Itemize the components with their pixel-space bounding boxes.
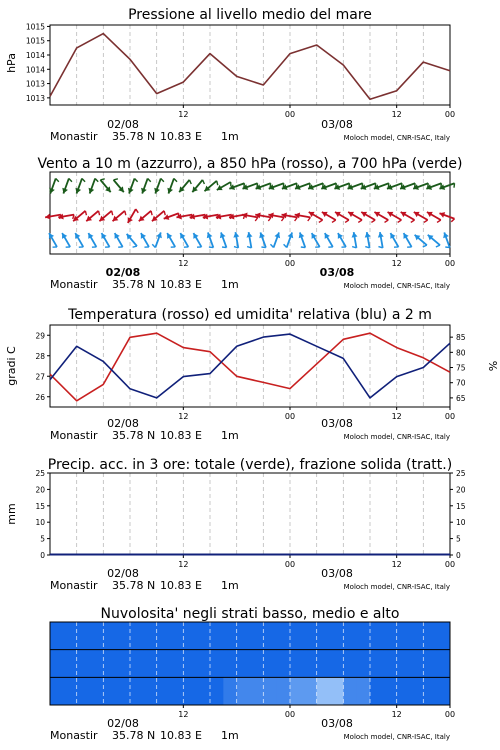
pressure-panel [5, 7, 455, 143]
wind-850hpa-barb [401, 212, 415, 223]
temperature-panel [5, 307, 499, 442]
temperature-site-lat: 35.78 N [112, 429, 156, 442]
pressure-y-tick-label: 1015 [25, 36, 45, 46]
pressure-x-tick-label: 00 [444, 110, 456, 119]
wind-10m-barb-feather [222, 247, 226, 248]
cloud-x-tick-label: 00 [444, 710, 456, 719]
wind-10m-barb [193, 233, 201, 247]
cloud-cell-mid [383, 650, 397, 678]
wind-850hpa-barb-feather [332, 220, 336, 222]
cloud-cell-low [63, 677, 77, 705]
cloud-cell-low [130, 677, 144, 705]
wind-700hpa-barb-feather [100, 179, 104, 180]
cloud-cell-mid [343, 650, 357, 678]
cloud-cell-low [263, 677, 277, 705]
temperature-site-elev: 1m [221, 429, 239, 442]
wind-700hpa-barb [49, 178, 59, 193]
cloud-cell-low [370, 677, 384, 705]
cloud-cell-high [143, 622, 157, 650]
wind-850hpa-barb-feather [437, 220, 441, 222]
wind-850hpa-barb-feather [151, 211, 152, 215]
precip-site-name: Monastir [50, 579, 98, 592]
cloud-cell-low [117, 677, 131, 705]
wind-10m-barb-feather [445, 247, 449, 248]
wind-850hpa-barb [374, 212, 388, 223]
cloud-cell-low [397, 677, 411, 705]
wind-850hpa-barb-feather [451, 219, 454, 222]
wind-10m-barb [62, 233, 70, 247]
humidity-y-tick-label: 65 [456, 393, 466, 403]
wind-850hpa-barb [439, 212, 454, 222]
precip-model-credit: Moloch model, CNR-ISAC, Italy [343, 583, 450, 591]
cloud-cell-mid [117, 650, 131, 678]
wind-10m-barb [299, 232, 306, 247]
cloud-cell-low [410, 677, 424, 705]
cloud-cell-high [223, 622, 237, 650]
wind-700hpa-barb-feather [454, 183, 455, 187]
cloud-cell-low [343, 677, 357, 705]
temperature-date-label-1: 02/08 [107, 417, 139, 430]
wind-700hpa-barb [141, 178, 151, 193]
wind-x-tick-label: 00 [284, 259, 296, 268]
wind-10m-barb [325, 233, 333, 247]
cloud-site-elev: 1m [221, 729, 239, 742]
cloud-cell-mid [197, 650, 211, 678]
wind-850hpa-barb [73, 211, 86, 221]
wind-10m-barb [127, 234, 137, 247]
cloud-x-tick-label: 00 [284, 710, 296, 719]
cloud-cell-low [90, 677, 104, 705]
cloud-site-lat: 35.78 N [112, 729, 156, 742]
wind-700hpa-barb-feather [56, 178, 59, 181]
cloud-cell-low [210, 677, 224, 705]
humidity-y-tick-label: 75 [456, 363, 466, 373]
wind-date-label-1: 02/08 [105, 266, 141, 279]
wind-site-lon: 10.83 E [160, 278, 202, 291]
cloud-cell-low [357, 677, 371, 705]
wind-10m-barb [312, 233, 320, 247]
wind-10m-barb [88, 233, 96, 247]
cloud-cell-mid [223, 650, 237, 678]
temperature-plot-frame [50, 325, 450, 407]
wind-700hpa-barb-feather [114, 179, 118, 180]
cloud-cell-mid [63, 650, 77, 678]
wind-10m-barb-feather [270, 244, 273, 247]
wind-850hpa-barb-feather [424, 220, 428, 222]
wind-850hpa-barb-feather [411, 220, 415, 222]
wind-850hpa-barb [86, 211, 99, 221]
precip-x-tick-label: 00 [284, 560, 296, 569]
wind-10m-barb [259, 232, 266, 247]
wind-850hpa-barb [414, 212, 428, 223]
wind-700hpa-barb-feather [217, 181, 218, 185]
cloud-cell-low [103, 677, 117, 705]
wind-10m-barb [415, 235, 427, 247]
wind-10m-barb [404, 233, 412, 247]
cloud-model-credit: Moloch model, CNR-ISAC, Italy [343, 733, 450, 741]
temperature-title: Temperatura (rosso) ed umidita' relativa (blu) a 2 m [68, 307, 432, 323]
precip-y-tick-label: 15 [35, 501, 45, 511]
wind-850hpa-barb [388, 212, 402, 223]
cloud-cell-mid [290, 650, 304, 678]
wind-850hpa-barb-feather [345, 220, 349, 222]
precip-ylabel: mm [5, 503, 18, 525]
cloud-cell-high [50, 622, 64, 650]
cloud-cell-mid [277, 650, 291, 678]
pressure-y-tick-label: 1014 [25, 65, 45, 75]
precip-site-elev: 1m [221, 579, 239, 592]
temperature-site-name: Monastir [50, 429, 98, 442]
wind-700hpa-barb [128, 178, 138, 193]
cloud-cell-mid [170, 650, 184, 678]
precip-right-y-tick-label: 25 [456, 469, 466, 478]
cloud-cell-high [317, 622, 331, 650]
cloud-cell-low [250, 677, 264, 705]
wind-x-tick-label: 12 [391, 259, 402, 268]
cloud-cell-mid [103, 650, 117, 678]
humidity-y-tick-label: 85 [456, 333, 466, 343]
cloud-cell-high [210, 622, 224, 650]
temperature-y-tick-label: 26 [35, 392, 45, 402]
wind-700hpa-barb-feather [189, 180, 191, 184]
wind-850hpa-barb [348, 212, 362, 223]
wind-10m-barb [101, 233, 109, 247]
wind-10m-barb [152, 232, 162, 247]
wind-10m-barb-feather [209, 247, 213, 248]
wind-site-lat: 35.78 N [112, 278, 156, 291]
cloud-cell-low [290, 677, 304, 705]
wind-700hpa-barb-feather [82, 178, 85, 181]
cloud-cell-mid [370, 650, 384, 678]
precip-right-y-tick-label: 5 [456, 534, 461, 544]
wind-10m-barb [141, 233, 149, 247]
pressure-title: Pressione al livello medio del mare [128, 7, 372, 23]
precip-y-tick-label: 10 [35, 518, 45, 528]
temperature-x-tick-label: 12 [178, 412, 189, 421]
temperature-ylabel: gradi C [5, 346, 18, 386]
cloud-cell-high [130, 622, 144, 650]
wind-10m-barb [247, 232, 253, 248]
cloud-cell-high [237, 622, 251, 650]
wind-850hpa-barb [322, 212, 336, 223]
precip-right-y-tick-label: 15 [456, 501, 466, 511]
precip-right-y-tick-label: 10 [456, 518, 466, 528]
cloud-cell-high [397, 622, 411, 650]
pressure-x-tick-label: 12 [391, 110, 402, 119]
wind-700hpa-barb-feather [174, 178, 177, 181]
temperature-series-line [50, 333, 450, 401]
cloud-cell-high [90, 622, 104, 650]
cloud-cell-mid [90, 650, 104, 678]
cloud-cell-mid [237, 650, 251, 678]
pressure-series-line [50, 34, 450, 100]
cloud-cell-high [410, 622, 424, 650]
humidity-y-tick-label: 70 [456, 378, 466, 388]
precip-site-lon: 10.83 E [160, 579, 202, 592]
cloud-cell-low [317, 677, 331, 705]
cloud-panel [50, 606, 455, 742]
cloud-cell-low [197, 677, 211, 705]
wind-model-credit: Moloch model, CNR-ISAC, Italy [343, 282, 450, 290]
precip-date-label-1: 02/08 [107, 567, 139, 580]
precip-y-tick-label: 25 [35, 469, 45, 478]
wind-10m-barb [443, 232, 450, 247]
cloud-cell-high [370, 622, 384, 650]
cloud-cell-mid [263, 650, 277, 678]
humidity-ylabel: % [486, 360, 499, 372]
cloud-cell-mid [50, 650, 64, 678]
cloud-cell-high [250, 622, 264, 650]
wind-700hpa-barb-feather [203, 180, 205, 184]
wind-x-tick-label: 12 [178, 259, 189, 268]
wind-700hpa-barb [89, 178, 99, 193]
wind-700hpa-barb-feather [69, 178, 72, 181]
wind-700hpa-barb [192, 180, 204, 192]
wind-700hpa-barb [154, 178, 164, 193]
wind-10m-barb [167, 233, 175, 247]
wind-10m-barb [428, 235, 440, 247]
pressure-y-tick-label: 1015 [25, 22, 45, 32]
wind-x-tick-label: 00 [444, 259, 456, 268]
cloud-cell-low [143, 677, 157, 705]
humidity-y-tick-label: 80 [456, 348, 466, 358]
cloud-cell-mid [77, 650, 91, 678]
wind-700hpa-barb [204, 181, 217, 191]
wind-850hpa-barb [128, 209, 139, 223]
cloud-cell-low [383, 677, 397, 705]
cloud-cell-high [357, 622, 371, 650]
pressure-ylabel: hPa [5, 53, 18, 73]
wind-title: Vento a 10 m (azzurro), a 850 hPa (rosso), a 700 hPa (verde) [37, 156, 463, 172]
precip-right-y-tick-label: 20 [456, 485, 466, 495]
pressure-date-label-2: 03/08 [321, 118, 353, 131]
precip-right-y-tick-label: 0 [456, 551, 461, 560]
cloud-cell-low [157, 677, 171, 705]
precip-y-tick-label: 0 [40, 551, 45, 560]
cloud-cell-low [50, 677, 64, 705]
wind-850hpa-barb-feather [371, 220, 375, 222]
wind-site-name: Monastir [50, 278, 98, 291]
wind-700hpa-barb [100, 179, 110, 192]
pressure-y-tick-label: 1013 [25, 79, 45, 89]
cloud-cell-mid [437, 650, 451, 678]
wind-10m-barb-feather [261, 247, 265, 248]
wind-850hpa-barb-feather [112, 211, 113, 215]
wind-850hpa-barb [427, 212, 441, 223]
cloud-cell-mid [397, 650, 411, 678]
wind-850hpa-barb [361, 212, 375, 223]
wind-10m-barb [378, 232, 384, 248]
wind-700hpa-barb [217, 182, 231, 190]
cloud-cell-high [263, 622, 277, 650]
wind-10m-barb-feather [301, 247, 305, 248]
precip-panel [5, 457, 466, 592]
cloud-cell-mid [317, 650, 331, 678]
pressure-site-lat: 35.78 N [112, 130, 156, 143]
wind-10m-barb-feather [284, 244, 287, 247]
precip-x-tick-label: 12 [178, 560, 189, 569]
cloud-site-name: Monastir [50, 729, 98, 742]
precip-x-tick-label: 12 [391, 560, 402, 569]
wind-850hpa-barb-feather [319, 220, 323, 222]
wind-10m-barb [180, 233, 188, 247]
wind-850hpa-barb [113, 211, 126, 221]
cloud-cell-high [63, 622, 77, 650]
wind-700hpa-barb-feather [161, 178, 164, 181]
cloud-cell-mid [303, 650, 317, 678]
wind-10m-barb [338, 233, 346, 247]
pressure-model-credit: Moloch model, CNR-ISAC, Italy [343, 134, 450, 142]
precip-plot-frame [50, 473, 450, 555]
pressure-date-label-1: 02/08 [107, 118, 139, 131]
cloud-cell-high [290, 622, 304, 650]
precip-site-lat: 35.78 N [112, 579, 156, 592]
cloud-date-label-2: 03/08 [321, 717, 353, 730]
cloud-cell-high [197, 622, 211, 650]
wind-10m-barb [352, 232, 358, 248]
wind-10m-barb [365, 232, 371, 248]
wind-700hpa-barb [62, 178, 72, 193]
wind-700hpa-barb [179, 180, 191, 192]
cloud-cell-mid [357, 650, 371, 678]
wind-10m-barb [220, 232, 227, 247]
cloud-cell-low [277, 677, 291, 705]
pressure-y-tick-label: 1013 [25, 93, 45, 103]
cloud-cell-mid [130, 650, 144, 678]
cloud-x-tick-label: 12 [391, 710, 402, 719]
pressure-site-elev: 1m [221, 130, 239, 143]
pressure-site-lon: 10.83 E [160, 130, 202, 143]
temperature-site-lon: 10.83 E [160, 429, 202, 442]
wind-10m-barb-feather [436, 245, 440, 247]
cloud-cell-high [423, 622, 437, 650]
cloud-cell-high [343, 622, 357, 650]
cloud-cell-low [170, 677, 184, 705]
precip-y-tick-label: 5 [40, 534, 45, 544]
cloud-cell-mid [183, 650, 197, 678]
wind-10m-barb [390, 233, 398, 247]
cloud-cell-low [303, 677, 317, 705]
precip-title: Precip. acc. in 3 ore: totale (verde), frazione solida (tratt.) [47, 457, 453, 473]
cloud-cell-mid [157, 650, 171, 678]
cloud-cell-high [330, 622, 344, 650]
cloud-cell-high [437, 622, 451, 650]
wind-panel [37, 156, 462, 291]
cloud-cell-high [383, 622, 397, 650]
cloud-cell-mid [143, 650, 157, 678]
cloud-cell-high [277, 622, 291, 650]
wind-700hpa-barb-feather [95, 178, 98, 181]
precip-y-tick-label: 20 [35, 485, 45, 495]
cloud-cell-mid [410, 650, 424, 678]
temperature-x-tick-label: 00 [284, 412, 296, 421]
wind-850hpa-barb-feather [398, 220, 402, 222]
pressure-y-tick-label: 1014 [25, 51, 45, 60]
wind-850hpa-barb-feather [85, 211, 86, 215]
temperature-model-credit: Moloch model, CNR-ISAC, Italy [343, 433, 450, 441]
wind-10m-barb-feather [133, 246, 137, 247]
cloud-date-label-1: 02/08 [107, 717, 139, 730]
wind-850hpa-barb [335, 212, 349, 223]
wind-700hpa-barb [114, 179, 124, 192]
cloud-x-tick-label: 12 [178, 710, 189, 719]
cloud-cell-low [223, 677, 237, 705]
temperature-y-tick-label: 27 [35, 372, 45, 382]
cloud-cell-high [117, 622, 131, 650]
cloud-cell-high [157, 622, 171, 650]
wind-850hpa-barb-feather [125, 211, 126, 215]
wind-site-elev: 1m [221, 278, 239, 291]
cloud-cell-low [437, 677, 451, 705]
wind-850hpa-barb-feather [136, 209, 138, 213]
wind-850hpa-barb [99, 211, 112, 221]
temperature-x-tick-label: 00 [444, 412, 456, 421]
precip-date-label-2: 03/08 [321, 567, 353, 580]
cloud-cell-mid [423, 650, 437, 678]
pressure-x-tick-label: 12 [178, 110, 189, 119]
wind-700hpa-barb [167, 178, 177, 193]
wind-10m-barb [115, 233, 123, 247]
pressure-x-tick-label: 00 [284, 110, 296, 119]
cloud-cell-low [183, 677, 197, 705]
temperature-y-tick-label: 29 [35, 331, 45, 341]
cloud-cell-low [77, 677, 91, 705]
cloud-cell-low [237, 677, 251, 705]
wind-10m-barb [270, 232, 280, 247]
wind-850hpa-barb-feather [358, 220, 362, 222]
temperature-y-tick-label: 28 [35, 351, 45, 361]
cloud-cell-high [183, 622, 197, 650]
wind-850hpa-barb-feather [164, 211, 165, 215]
wind-850hpa-barb [139, 211, 152, 221]
cloud-cell-high [77, 622, 91, 650]
wind-10m-barb [284, 232, 294, 247]
pressure-site-name: Monastir [50, 130, 98, 143]
wind-700hpa-barb-feather [148, 178, 151, 181]
cloud-cell-high [170, 622, 184, 650]
temperature-date-label-2: 03/08 [321, 417, 353, 430]
cloud-cell-mid [330, 650, 344, 678]
cloud-cell-mid [250, 650, 264, 678]
wind-date-label-2: 03/08 [319, 266, 355, 279]
precip-x-tick-label: 00 [444, 560, 456, 569]
wind-850hpa-barb [309, 212, 323, 223]
cloud-cell-high [103, 622, 117, 650]
wind-700hpa-barb-feather [135, 178, 138, 181]
cloud-title: Nuvolosita' negli strati basso, medio e alto [100, 606, 400, 622]
wind-850hpa-barb-feather [385, 220, 389, 222]
cloud-site-lon: 10.83 E [160, 729, 202, 742]
temperature-x-tick-label: 12 [391, 412, 402, 421]
cloud-cell-low [423, 677, 437, 705]
wind-10m-barb-feather [152, 244, 155, 247]
cloud-cell-low [330, 677, 344, 705]
cloud-cell-mid [210, 650, 224, 678]
wind-850hpa-barb [152, 211, 165, 221]
wind-850hpa-barb-feather [99, 211, 100, 215]
cloud-cell-high [303, 622, 317, 650]
